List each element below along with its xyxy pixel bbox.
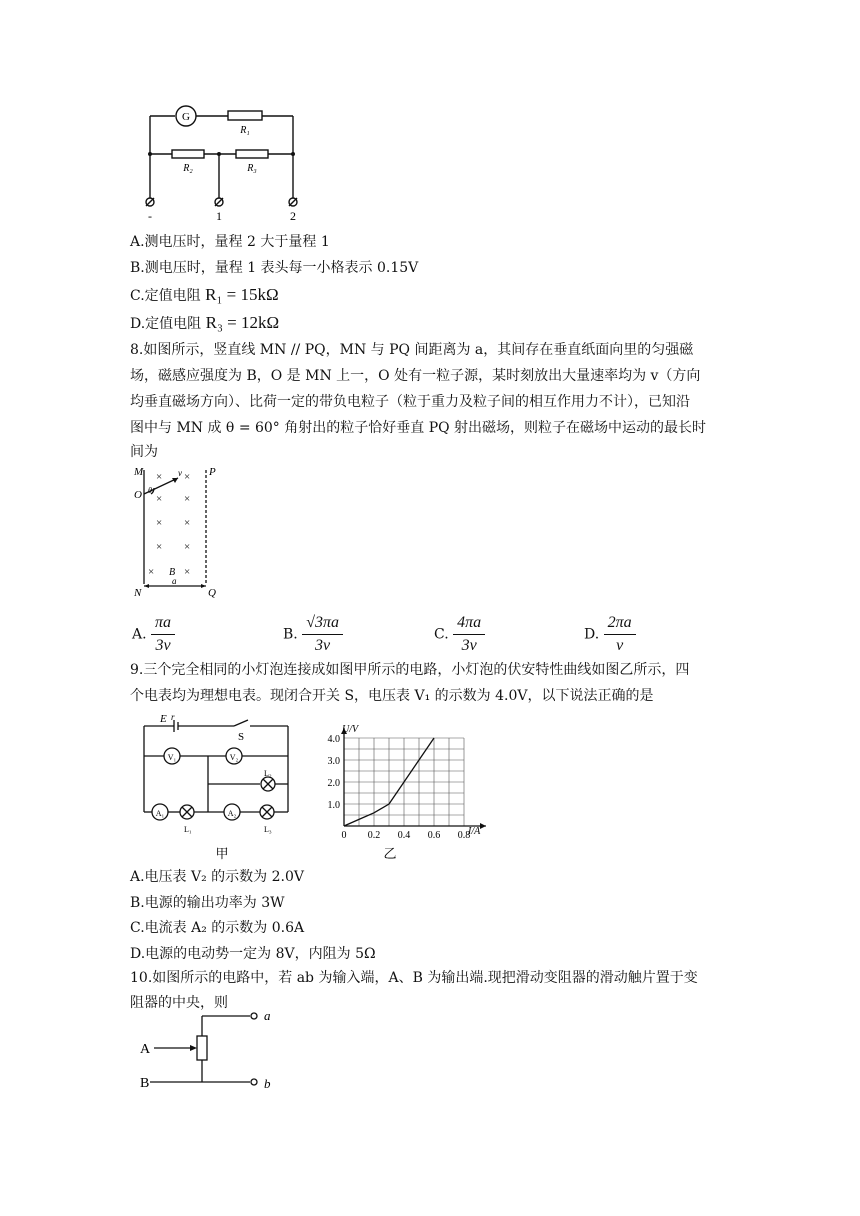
svg-text:×: × [184,517,191,529]
q9-line-2: 个电表均为理想电表。现闭合开关 S，电压表 V₁ 的示数为 4.0V，以下说法正确的是 [130,688,654,704]
q8-option-a: A. $\frac{\pi a}{3v}$ [132,612,175,657]
q8-label-n: N [134,587,142,598]
x-tick-label: 0.4 [397,830,411,841]
q7-option-c-text: C.定值电阻 [130,288,201,304]
q8-line-5: 间为 [130,444,158,460]
q8-label-b: B [169,567,176,578]
q8-label-o: O [134,489,142,501]
q10-line-1: 10.如图所示的电路中，若 ab 为输入端，A、B 为输出端.现把滑动变阻器的滑动触片置于变 [130,970,698,986]
x-tick-label: 0.2 [367,830,381,841]
r3-label: R₃ [247,163,257,174]
q8-label-a: a [172,576,177,586]
q7-option-a: A.测电压时，量程 2 大于量程 1 [130,234,330,250]
svg-text:×: × [184,541,191,553]
x-tick-label: 0.8 [457,830,471,841]
q8-line-3: 均垂直磁场方向）、比荷一定的带负电粒子（粒于重力及粒子间的相互作用力不计），已知沿 [130,394,690,410]
q9-label-a1: A₁ [155,809,165,818]
q7-option-d-text: D.定值电阻 [130,316,202,332]
q7-option-c-math: R₁ = 15kΩ [205,285,279,304]
q8-label-m: M [134,466,144,478]
q8-option-d: D. $\frac{2\pi a}{v}$ [584,612,636,657]
r2-label: R₂ [183,163,193,174]
x-axis-arrow [480,823,486,829]
q10-line-2: 阻器的中央，则 [130,995,228,1011]
q9-label-s: S [238,731,245,743]
svg-text:×: × [156,493,163,505]
q9-caption-jia: 甲 [215,846,229,861]
q8-label-q: Q [208,587,216,598]
q8-line-1: 8.如图所示，竖直线 MN // PQ，MN 与 PQ 间距离为 a，其间存在垂直纸面向里的匀强磁 [130,342,694,358]
svg-text:×: × [156,517,163,529]
q9-line-1: 9.三个完全相同的小灯泡连接成如图甲所示的电路，小灯泡的伏安特性曲线如图乙所示，四 [130,662,690,678]
svg-text:×: × [156,471,163,483]
svg-text:×: × [148,566,155,578]
q10-label-a-in: A [140,1042,151,1057]
q8-option-b: B. $\frac{√3\pi a}{3v}$ [283,612,343,657]
q7-option-b: B.测电压时，量程 1 表头每一小格表示 0.15V [130,260,419,276]
q9-label-e: E [160,713,167,725]
q7-option-c [130,285,279,306]
q9-label-l1: L₁ [184,825,192,834]
q9-label-v1: V₁ [167,753,177,762]
x-tick-label: 0.6 [427,830,441,841]
terminal-minus-label: - [148,209,152,222]
terminal-2-label: 2 [290,209,296,222]
q8-line-2: 场，磁感应强度为 B，O 是 MN 上一，O 处有一粒子源，某时刻放出大量速率均为 v（方向 [130,368,701,384]
q8-label-v: v [178,468,182,478]
r1-label: R₁ [240,125,250,136]
q9-caption-yi: 乙 [383,846,397,861]
q9-option-c: C.电流表 A₂ 的示数为 0.6A [130,920,305,936]
q8-line-4: 图中与 MN 成 θ = 60° 角射出的粒子恰好垂直 PQ 射出磁场，则粒子在磁场中运动的最长时 [130,420,707,436]
q9-option-d: D.电源的电动势一定为 8V，内阻为 5Ω [130,946,376,962]
q9-circuit-jia-figure [136,712,296,862]
q10-label-b-out: b [264,1076,271,1091]
y-tick-label: 1.0 [327,800,340,811]
x-tick-label: 0 [341,830,347,841]
chart-ylabel: U/V [342,724,359,735]
svg-text:×: × [184,493,191,505]
q9-label-l3: L₃ [264,825,272,834]
q10-label-a-out: a [264,1010,271,1023]
q8-magnetic-field-figure [132,464,222,598]
q9-label-r: r [171,712,175,722]
q9-iv-curve-chart [318,722,498,862]
chart-xlabel: I/A [468,826,481,837]
terminal-1-label: 1 [216,209,222,222]
q7-circuit-figure [138,96,308,222]
q9-label-v2: V₂ [229,753,239,762]
q9-option-b: B.电源的输出功率为 3W [130,895,285,911]
q10-label-b-in: B [140,1076,150,1091]
q8-label-p: P [209,466,216,478]
galvanometer-label: G [182,111,190,123]
q7-option-d-math: R₃ = 12kΩ [205,313,280,332]
svg-text:×: × [184,566,191,578]
svg-text:×: × [156,541,163,553]
y-tick-label: 3.0 [327,756,340,767]
q9-label-l2: L₂ [264,769,272,778]
q8-label-theta: θ [148,486,152,495]
q9-option-a: A.电压表 V₂ 的示数为 2.0V [130,869,305,885]
q10-rheostat-figure [138,1010,288,1098]
q9-label-a2: A₂ [227,809,237,818]
svg-text:×: × [184,471,191,483]
y-tick-label: 4.0 [327,734,340,745]
q8-option-c: C. $\frac{4\pi a}{3v}$ [434,612,485,657]
q7-option-d [130,313,279,334]
y-tick-label: 2.0 [327,778,340,789]
